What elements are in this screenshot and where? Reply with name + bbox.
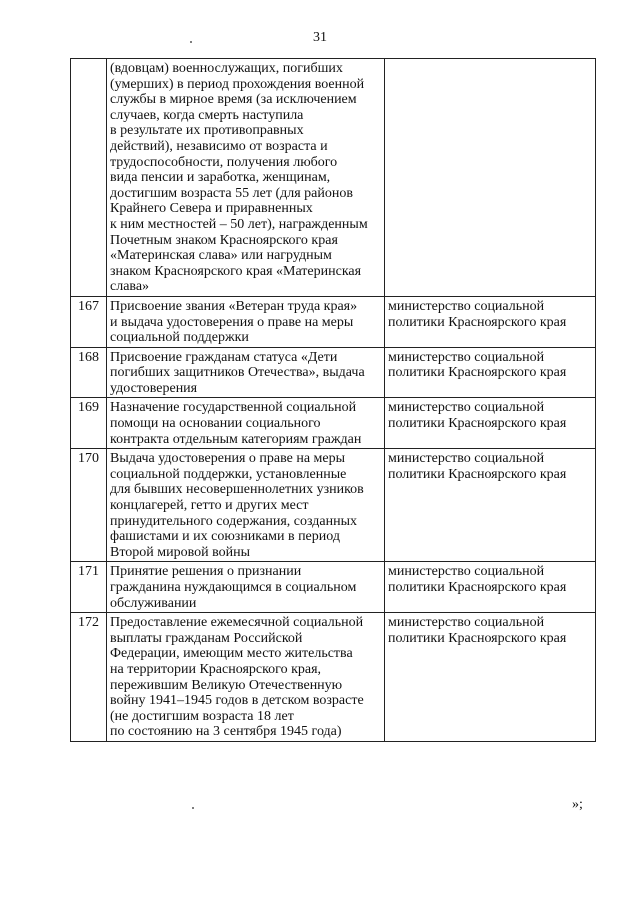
agency-cell	[385, 347, 596, 398]
service-name-line: трудоспособности, получения любого	[110, 154, 338, 170]
row-number-cell: 170	[71, 449, 107, 562]
service-name-line: Почетным знаком Красноярского края	[110, 232, 338, 248]
service-name-line: удостоверения	[110, 380, 198, 396]
service-name-cell	[107, 449, 385, 562]
table-row	[71, 347, 596, 398]
table-row	[71, 59, 596, 297]
service-name-line: случаев, когда смерть наступила	[110, 107, 304, 123]
service-name-cell	[107, 347, 385, 398]
service-name-line: действий), независимо от возраста и	[110, 138, 328, 154]
service-name-line: для бывших несовершеннолетних узников	[110, 482, 364, 498]
service-name-line: по состоянию на 3 сентября 1945 года)	[110, 724, 342, 740]
service-name-cell	[107, 59, 385, 297]
agency-cell	[385, 613, 596, 742]
service-name-line: слава»	[110, 279, 150, 295]
row-number-cell: 171	[71, 562, 107, 613]
service-name-cell	[107, 398, 385, 449]
table-row	[71, 613, 596, 742]
service-name-line: Второй мировой войны	[110, 544, 251, 560]
agency-line: министерство социальной	[388, 451, 545, 467]
agency-line: министерство социальной	[388, 349, 545, 365]
service-name-line: концлагерей, гетто и других мест	[110, 498, 309, 514]
row-number-cell: 169	[71, 398, 107, 449]
row-number-cell: 167	[71, 296, 107, 347]
service-name-line: Предоставление ежемесячной социальной	[110, 615, 364, 631]
service-name-line: пережившим Великую Отечественную	[110, 677, 343, 693]
service-name-line: фашистами и их союзниками в период	[110, 529, 340, 545]
service-name-line: службы в мирное время (за исключением	[110, 92, 357, 108]
service-name-line: принудительного содержания, созданных	[110, 513, 357, 529]
service-name-line: к ним местностей – 50 лет), награжденным	[110, 216, 368, 232]
row-number-cell: 168	[71, 347, 107, 398]
agency-line: министерство социальной	[388, 564, 545, 580]
service-name-line: «Материнская слава» или нагрудным	[110, 248, 332, 264]
service-name-line: контракта отдельным категориям граждан	[110, 431, 362, 447]
agency-line: министерство социальной	[388, 615, 545, 631]
agency-cell	[385, 449, 596, 562]
service-name-line: (умерших) в период прохождения военной	[110, 76, 365, 92]
service-name-line: гражданина нуждающимся в социальном	[110, 580, 357, 595]
service-name-line: Присвоение гражданам статуса «Дети	[110, 349, 338, 365]
agency-line: министерство социальной	[388, 400, 545, 416]
agency-line: политики Красноярского края	[388, 580, 567, 595]
scan-speck	[190, 41, 192, 43]
service-name-cell	[107, 613, 385, 742]
service-name-line: Федерации, имеющим место жительства	[110, 646, 353, 662]
service-name-line: социальной поддержки, установленные	[110, 466, 347, 482]
service-name-line: и выдача удостоверения о праве на меры	[110, 314, 354, 330]
scan-speck	[192, 807, 194, 809]
agency-cell	[385, 398, 596, 449]
table-row	[71, 449, 596, 562]
service-name-line: на территории Красноярского края,	[110, 661, 322, 677]
agency-cell	[385, 59, 596, 297]
service-name-line: Выдача удостоверения о праве на меры	[110, 451, 346, 467]
service-name-line: войну 1941–1945 годов в детском возрасте	[110, 693, 364, 709]
table-row	[71, 562, 596, 613]
page-number: 31	[313, 30, 327, 45]
closing-quote-mark: »;	[572, 797, 583, 812]
service-name-line: социальной поддержки	[110, 330, 249, 346]
row-number-cell: 172	[71, 613, 107, 742]
agency-line: министерство социальной	[388, 298, 545, 314]
agency-line: политики Красноярского края	[388, 630, 567, 646]
service-name-line: помощи на основании социального	[110, 416, 321, 432]
service-name-cell	[107, 562, 385, 613]
service-name-cell	[107, 296, 385, 347]
agency-line: политики Красноярского края	[388, 365, 567, 381]
service-name-line: Принятие решения о признании	[110, 564, 302, 580]
agency-line: политики Красноярского края	[388, 314, 567, 330]
table-row	[71, 398, 596, 449]
agency-cell	[385, 296, 596, 347]
agency-cell	[385, 562, 596, 613]
service-name-line: (не достигшим возраста 18 лет	[110, 708, 294, 724]
service-name-line: знаком Красноярского края «Материнская	[110, 263, 362, 279]
row-number-cell	[71, 59, 107, 297]
table-row	[71, 296, 596, 347]
service-name-line: достигшим возраста 55 лет (для районов	[110, 185, 353, 201]
service-name-line: обслуживании	[110, 595, 197, 611]
services-table	[70, 58, 596, 742]
service-name-line: Присвоение звания «Ветеран труда края»	[110, 298, 358, 314]
service-name-line: Назначение государственной социальной	[110, 400, 357, 416]
service-name-line: вида пенсии и заработка, женщинам,	[110, 170, 331, 186]
service-name-line: в результате их противоправных	[110, 123, 304, 139]
service-name-line: погибших защитников Отечества», выдача	[110, 365, 365, 381]
services-table-body	[71, 59, 596, 742]
service-name-line: Крайнего Севера и приравненных	[110, 201, 313, 217]
service-name-line: (вдовцам) военнослужащих, погибших	[110, 61, 343, 76]
agency-line: политики Красноярского края	[388, 416, 567, 432]
service-name-line: выплаты гражданам Российской	[110, 630, 303, 646]
agency-line: политики Красноярского края	[388, 466, 567, 482]
